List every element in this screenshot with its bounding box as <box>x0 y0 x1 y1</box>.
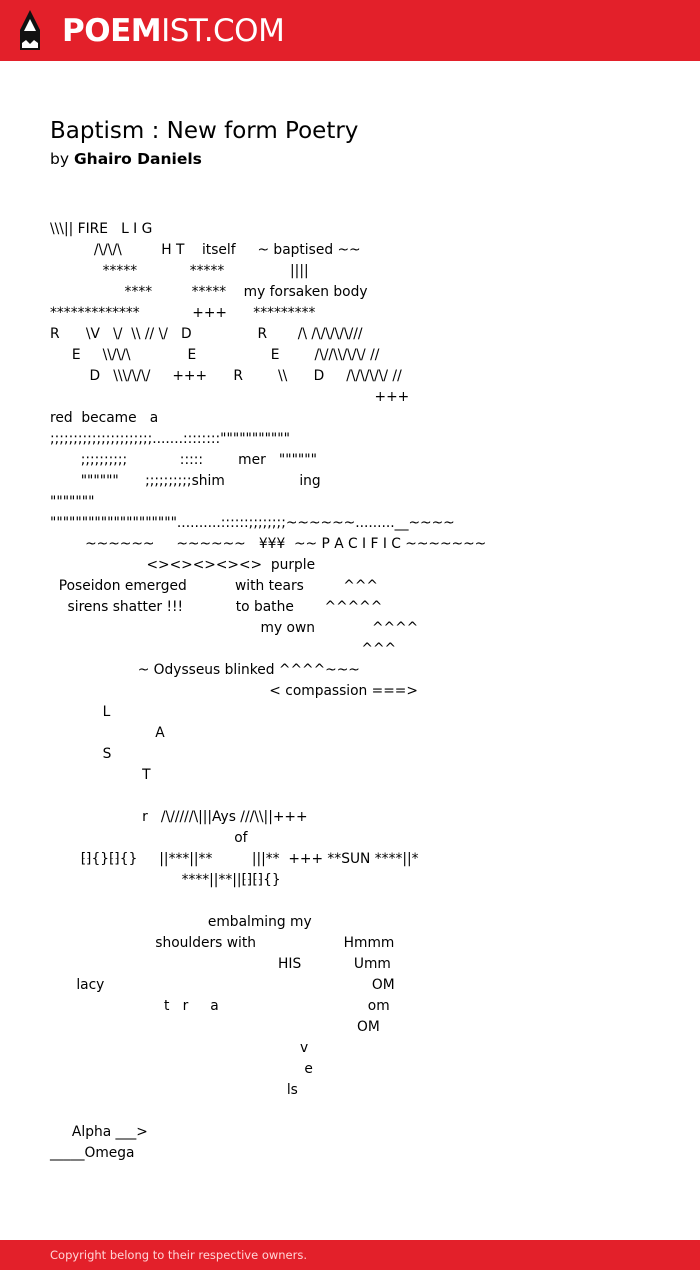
poem-line: HIS Umm <box>50 956 391 972</box>
poem-line: """"""""""""""""""""..........::::::;;;;;;;;~~~~~~.........__~~~~ <box>50 515 455 531</box>
poem-line: OM <box>50 1019 380 1035</box>
poem-line: A <box>50 725 165 741</box>
poem-line: my own ^^^^ <box>50 620 419 636</box>
poem-line: /\/\/\ H T itself ~ baptised ~~ <box>50 242 361 258</box>
logo-bold-text: POEM <box>62 13 162 49</box>
poem-line: """""" ;;;;;;;;;;shim ing <box>50 473 321 489</box>
poem-line: _____Omega <box>50 1145 135 1161</box>
poem-line <box>50 1101 690 1122</box>
poem-line: sirens shatter !!! to bathe ^^^^^ <box>50 599 383 615</box>
poem-line: ;;;;;;;;;;;;;;;;;;;;;;.......::::::::""""""""""" <box>50 431 290 447</box>
poem-line: ~ Odysseus blinked ^^^^~~~ <box>50 662 360 678</box>
poem-line: Poseidon emerged with tears ^^^ <box>50 578 378 594</box>
poem-line: ;;;;;;;;;; ::::: mer """""" <box>50 452 317 468</box>
copyright-notice: Copyright belong to their respective owners. <box>50 1248 308 1262</box>
poem-line: E \\/\/\ E E /\//\\/\/\/ // <box>50 347 380 363</box>
poem-line: ***** ***** |||| <box>50 263 309 279</box>
site-footer <box>0 1240 700 1270</box>
poem-line: e <box>50 1061 313 1077</box>
poem-line: """"""" <box>50 494 95 510</box>
site-header <box>0 0 700 61</box>
poem-line: t r a om <box>50 998 390 1014</box>
poem-line: T <box>50 767 151 783</box>
poem-line: S <box>50 746 112 762</box>
poem-line <box>50 786 690 807</box>
poem-line: ls <box>50 1082 298 1098</box>
poem-line: ^^^ <box>50 641 397 657</box>
poem-line: < compassion ===> <box>50 683 418 699</box>
byline <box>50 149 202 169</box>
pencil-logo-icon[interactable] <box>17 9 43 51</box>
poem-line: ************* +++ ********* <box>50 305 316 321</box>
logo-light-text: IST.COM <box>161 13 285 49</box>
poem-line: r /\/////\|||Ays ///\\||+++ <box>50 809 308 825</box>
author-name[interactable]: Ghairo Daniels <box>73 150 202 168</box>
poem-line: <><><><><> purple <box>50 557 316 573</box>
poem-line: Alpha ___> <box>50 1124 148 1140</box>
poem-line: embalming my <box>50 914 312 930</box>
poem-line: **** ***** my forsaken body <box>50 284 368 300</box>
poem-line: ****||**||⁅⁆⁅⁆{} <box>50 872 281 888</box>
poem-line: R \V \/ \\ // \/ D R /\ /\/\/\/\/// <box>50 326 363 342</box>
poem-line: lacy OM <box>50 977 395 993</box>
poem-line: red became a <box>50 410 159 426</box>
poem-line: of <box>50 830 248 846</box>
poem-line: shoulders with Hmmm <box>50 935 395 951</box>
poem-line: D \\\/\/\/ +++ R \\ D /\/\/\/\/ // <box>50 368 402 384</box>
poem-body <box>50 219 690 1164</box>
poem-title: Baptism : New form Poetry <box>50 118 359 144</box>
poem-line: +++ <box>50 389 410 405</box>
poem-line: \\\|| FIRE L I G <box>50 221 153 237</box>
poem-line: ~~~~~~ ~~~~~~ ¥¥¥ ~~ P A C I F I C ~~~~~~~ <box>50 536 487 552</box>
poem-line: ⁅⁆{}⁅⁆{} ||***||** |||** +++ **SUN ****||* <box>50 851 419 867</box>
poem-line: v <box>50 1040 309 1056</box>
poem-line: L <box>50 704 111 720</box>
by-label: by <box>50 150 70 168</box>
poem-line <box>50 891 690 912</box>
site-logo[interactable] <box>62 11 284 51</box>
